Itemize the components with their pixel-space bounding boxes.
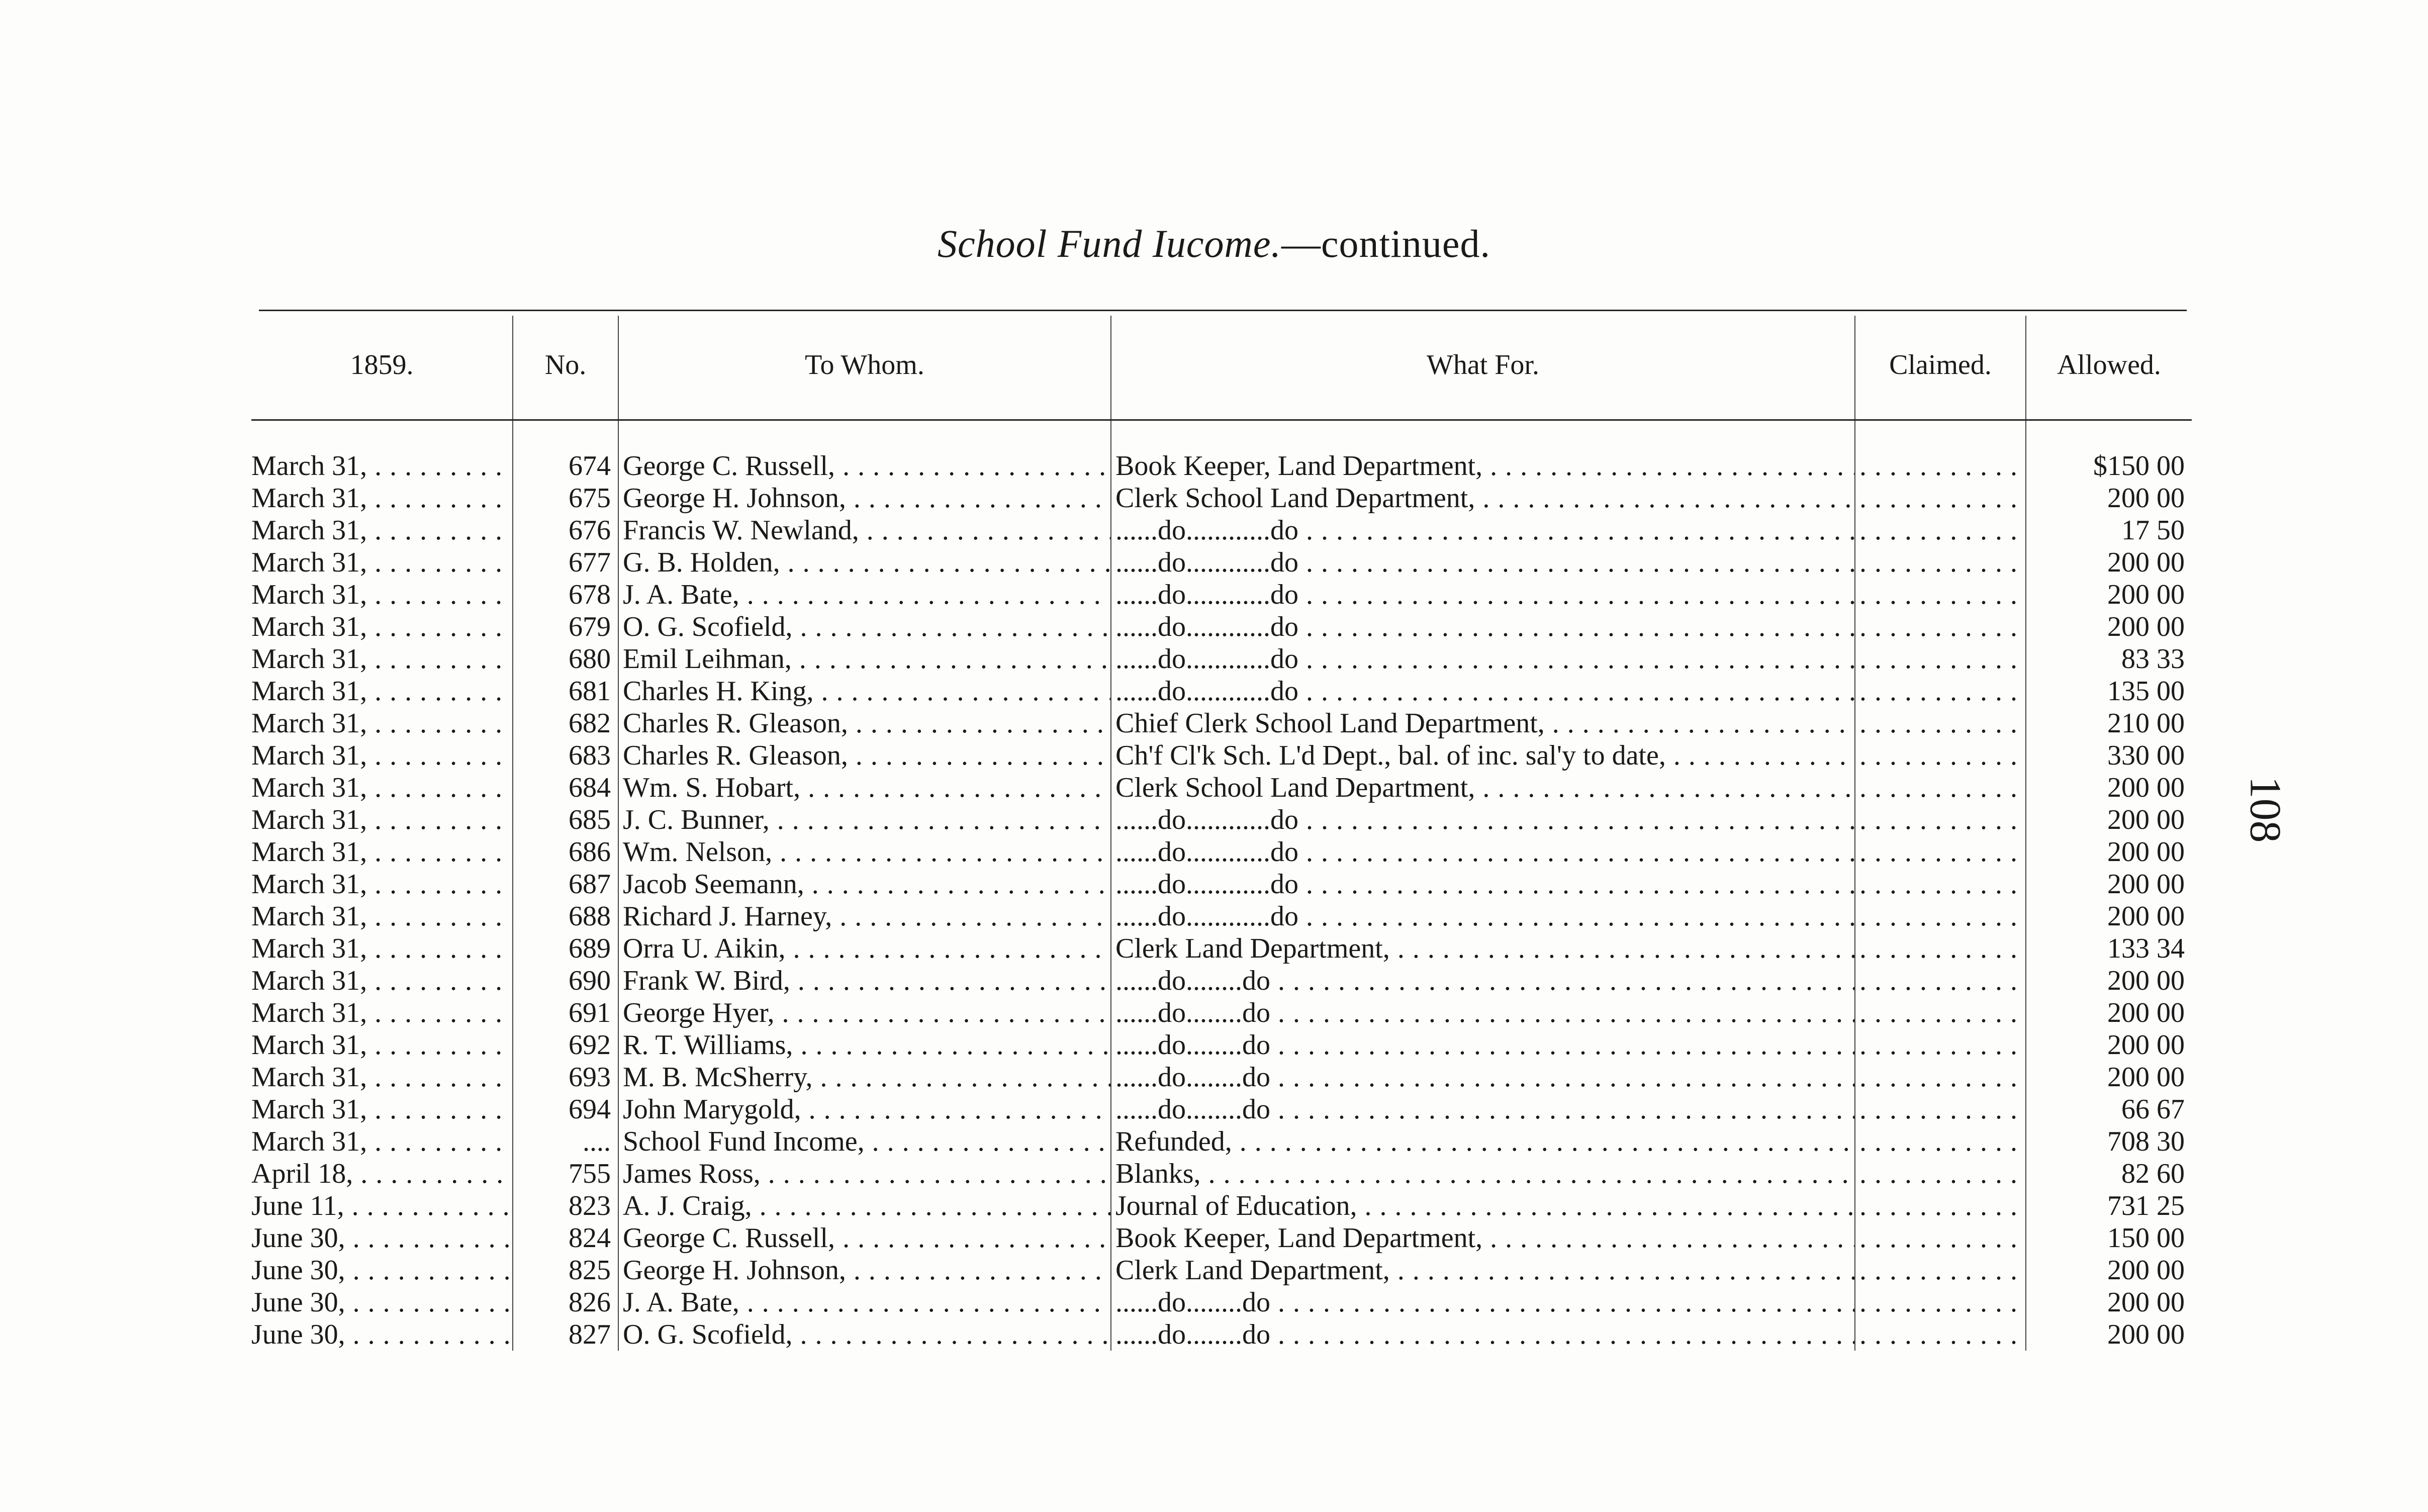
row-payee: James Ross, . . .	[618, 1158, 1111, 1190]
row-purpose: ......do............do . . .	[1111, 868, 1855, 900]
page-title	[0, 221, 2428, 266]
row-date: March 31, . . .	[251, 868, 513, 900]
table-row	[251, 1125, 2192, 1158]
row-purpose: ......do............do . . .	[1111, 643, 1855, 675]
row-payee: O. G. Scofield, . . .	[618, 1318, 1111, 1351]
row-purpose: ......do........do . . .	[1111, 997, 1855, 1029]
row-allowed: 200 00	[2026, 579, 2192, 611]
row-number: 676	[513, 514, 618, 546]
row-payee: Frank W. Bird, . . .	[618, 965, 1111, 997]
row-purpose: ......do........do . . .	[1111, 1286, 1855, 1318]
row-payee: George H. Johnson, . . .	[618, 482, 1111, 514]
row-payee: J. C. Bunner, . . .	[618, 804, 1111, 836]
table-row	[251, 546, 2192, 579]
table-row	[251, 611, 2192, 643]
row-date: March 31, . . .	[251, 900, 513, 932]
table-row	[251, 1029, 2192, 1061]
row-date: June 30, . . .	[251, 1254, 513, 1286]
row-date: March 31, . . .	[251, 932, 513, 965]
row-allowed: 200 00	[2026, 1029, 2192, 1061]
row-payee: Wm. S. Hobart, . . .	[618, 772, 1111, 804]
row-allowed: 133 34	[2026, 932, 2192, 965]
row-payee: A. J. Craig, . . .	[618, 1190, 1111, 1222]
row-claimed	[1855, 804, 2026, 836]
row-date: June 30, . . .	[251, 1286, 513, 1318]
row-payee: J. A. Bate, . . .	[618, 1286, 1111, 1318]
top-rule	[259, 310, 2187, 311]
row-claimed	[1855, 675, 2026, 707]
row-allowed: 330 00	[2026, 739, 2192, 772]
row-number: 825	[513, 1254, 618, 1286]
row-payee: Charles R. Gleason, . . .	[618, 707, 1111, 739]
row-purpose: ......do........do . . .	[1111, 965, 1855, 997]
table-row	[251, 420, 2192, 483]
row-date: June 30, . . .	[251, 1318, 513, 1351]
row-number: ....	[513, 1125, 618, 1158]
row-claimed	[1855, 739, 2026, 772]
table-row	[251, 1158, 2192, 1190]
table-row	[251, 965, 2192, 997]
row-purpose: Clerk School Land Department, . . .	[1111, 772, 1855, 804]
row-date: March 31, . . .	[251, 643, 513, 675]
table-row	[251, 643, 2192, 675]
row-purpose: ......do............do . . .	[1111, 900, 1855, 932]
table-row	[251, 707, 2192, 739]
page-number: 108	[2240, 776, 2290, 843]
header-row	[251, 316, 2192, 420]
row-claimed	[1855, 772, 2026, 804]
row-purpose: Ch'f Cl'k Sch. L'd Dept., bal. of inc. sal'y to date, . . .	[1111, 739, 1855, 772]
row-payee: O. G. Scofield, . . .	[618, 611, 1111, 643]
row-number: 826	[513, 1286, 618, 1318]
row-date: March 31, . . .	[251, 707, 513, 739]
row-payee: G. B. Holden, . . .	[618, 546, 1111, 579]
title-suffix: —continued.	[1281, 222, 1491, 265]
row-number: 680	[513, 643, 618, 675]
row-purpose: ......do........do . . .	[1111, 1318, 1855, 1351]
row-claimed	[1855, 900, 2026, 932]
row-payee: George Hyer, . . .	[618, 997, 1111, 1029]
row-number: 684	[513, 772, 618, 804]
row-payee: Francis W. Newland, . . .	[618, 514, 1111, 546]
row-payee: Emil Leihman, . . .	[618, 643, 1111, 675]
table-row	[251, 1190, 2192, 1222]
row-payee: Wm. Nelson, . . .	[618, 836, 1111, 868]
row-date: March 31, . . .	[251, 514, 513, 546]
row-claimed	[1855, 579, 2026, 611]
row-date: March 31, . . .	[251, 579, 513, 611]
row-claimed	[1855, 482, 2026, 514]
row-allowed: 200 00	[2026, 772, 2192, 804]
row-purpose: Clerk Land Department, . . .	[1111, 932, 1855, 965]
ledger-body	[251, 420, 2192, 1351]
row-number: 694	[513, 1093, 618, 1125]
row-purpose: ......do............do . . .	[1111, 514, 1855, 546]
row-number: 827	[513, 1318, 618, 1351]
row-claimed	[1855, 1190, 2026, 1222]
row-purpose: ......do............do . . .	[1111, 611, 1855, 643]
row-allowed: 200 00	[2026, 804, 2192, 836]
row-number: 674	[513, 420, 618, 483]
row-date: March 31, . . .	[251, 1093, 513, 1125]
row-number: 824	[513, 1222, 618, 1254]
row-allowed: 708 30	[2026, 1125, 2192, 1158]
table-row	[251, 868, 2192, 900]
row-date: March 31, . . .	[251, 997, 513, 1029]
row-allowed: 82 60	[2026, 1158, 2192, 1190]
col-header-claimed: Claimed.	[1855, 316, 2026, 420]
row-claimed	[1855, 1318, 2026, 1351]
row-claimed	[1855, 420, 2026, 483]
row-number: 683	[513, 739, 618, 772]
table-row	[251, 1318, 2192, 1351]
row-allowed: 200 00	[2026, 836, 2192, 868]
row-number: 823	[513, 1190, 618, 1222]
row-payee: John Marygold, . . .	[618, 1093, 1111, 1125]
row-claimed	[1855, 932, 2026, 965]
row-allowed: 200 00	[2026, 868, 2192, 900]
row-allowed: 200 00	[2026, 1318, 2192, 1351]
row-purpose: ......do........do . . .	[1111, 1093, 1855, 1125]
row-claimed	[1855, 514, 2026, 546]
row-purpose: Book Keeper, Land Department, . . .	[1111, 1222, 1855, 1254]
table-row	[251, 579, 2192, 611]
table-row	[251, 997, 2192, 1029]
row-number: 688	[513, 900, 618, 932]
row-purpose: ......do........do . . .	[1111, 1061, 1855, 1093]
row-allowed: 200 00	[2026, 1061, 2192, 1093]
row-allowed: 200 00	[2026, 1286, 2192, 1318]
row-date: June 11, . . .	[251, 1190, 513, 1222]
row-purpose: ......do............do . . .	[1111, 546, 1855, 579]
row-payee: J. A. Bate, . . .	[618, 579, 1111, 611]
row-claimed	[1855, 1286, 2026, 1318]
row-allowed: 731 25	[2026, 1190, 2192, 1222]
row-purpose: ......do............do . . .	[1111, 804, 1855, 836]
col-header-what-for: What For.	[1111, 316, 1855, 420]
table-row	[251, 675, 2192, 707]
row-payee: Jacob Seemann, . . .	[618, 868, 1111, 900]
row-purpose: Book Keeper, Land Department, . . .	[1111, 420, 1855, 483]
table-row	[251, 1222, 2192, 1254]
row-allowed: $150 00	[2026, 420, 2192, 483]
ledger-table	[251, 316, 2192, 1351]
row-number: 678	[513, 579, 618, 611]
row-claimed	[1855, 836, 2026, 868]
row-number: 690	[513, 965, 618, 997]
row-claimed	[1855, 1125, 2026, 1158]
row-allowed: 200 00	[2026, 900, 2192, 932]
table-row	[251, 1254, 2192, 1286]
table-row	[251, 804, 2192, 836]
row-payee: George C. Russell, . . .	[618, 1222, 1111, 1254]
row-number: 685	[513, 804, 618, 836]
row-claimed	[1855, 1061, 2026, 1093]
row-number: 677	[513, 546, 618, 579]
col-header-year: 1859.	[251, 316, 513, 420]
table-row	[251, 900, 2192, 932]
row-number: 692	[513, 1029, 618, 1061]
row-claimed	[1855, 707, 2026, 739]
row-number: 679	[513, 611, 618, 643]
row-allowed: 200 00	[2026, 965, 2192, 997]
row-number: 689	[513, 932, 618, 965]
row-number: 681	[513, 675, 618, 707]
row-purpose: Clerk Land Department, . . .	[1111, 1254, 1855, 1286]
col-header-allowed: Allowed.	[2026, 316, 2192, 420]
row-number: 687	[513, 868, 618, 900]
col-header-no: No.	[513, 316, 618, 420]
row-date: March 31, . . .	[251, 546, 513, 579]
row-date: June 30, . . .	[251, 1222, 513, 1254]
row-claimed	[1855, 643, 2026, 675]
row-date: March 31, . . .	[251, 482, 513, 514]
row-payee: Charles R. Gleason, . . .	[618, 739, 1111, 772]
row-date: March 31, . . .	[251, 836, 513, 868]
row-allowed: 200 00	[2026, 611, 2192, 643]
row-claimed	[1855, 1222, 2026, 1254]
row-date: March 31, . . .	[251, 611, 513, 643]
row-purpose: ......do............do . . .	[1111, 579, 1855, 611]
title-main: School Fund Iucome.	[937, 222, 1281, 265]
row-allowed: 200 00	[2026, 546, 2192, 579]
row-payee: Richard J. Harney, . . .	[618, 900, 1111, 932]
row-allowed: 200 00	[2026, 1254, 2192, 1286]
row-payee: George C. Russell, . . .	[618, 420, 1111, 483]
row-number: 675	[513, 482, 618, 514]
row-payee: George H. Johnson, . . .	[618, 1254, 1111, 1286]
row-payee: Charles H. King, . . .	[618, 675, 1111, 707]
row-allowed: 66 67	[2026, 1093, 2192, 1125]
row-date: March 31, . . .	[251, 1061, 513, 1093]
row-claimed	[1855, 611, 2026, 643]
row-claimed	[1855, 546, 2026, 579]
row-claimed	[1855, 868, 2026, 900]
table-row	[251, 514, 2192, 546]
row-date: March 31, . . .	[251, 420, 513, 483]
row-number: 686	[513, 836, 618, 868]
row-allowed: 210 00	[2026, 707, 2192, 739]
row-claimed	[1855, 1093, 2026, 1125]
row-allowed: 135 00	[2026, 675, 2192, 707]
table-row	[251, 772, 2192, 804]
row-payee: R. T. Williams, . . .	[618, 1029, 1111, 1061]
row-purpose: Refunded, . . .	[1111, 1125, 1855, 1158]
row-date: March 31, . . .	[251, 965, 513, 997]
row-date: March 31, . . .	[251, 1125, 513, 1158]
row-purpose: ......do............do . . .	[1111, 675, 1855, 707]
table-row	[251, 1286, 2192, 1318]
row-payee: School Fund Income, . . .	[618, 1125, 1111, 1158]
row-purpose: Blanks, . . .	[1111, 1158, 1855, 1190]
row-allowed: 83 33	[2026, 643, 2192, 675]
row-number: 755	[513, 1158, 618, 1190]
table-row	[251, 932, 2192, 965]
row-allowed: 200 00	[2026, 482, 2192, 514]
row-payee: M. B. McSherry, . . .	[618, 1061, 1111, 1093]
row-payee: Orra U. Aikin, . . .	[618, 932, 1111, 965]
row-allowed: 200 00	[2026, 997, 2192, 1029]
row-purpose: Journal of Education, . . .	[1111, 1190, 1855, 1222]
col-header-to-whom: To Whom.	[618, 316, 1111, 420]
row-allowed: 150 00	[2026, 1222, 2192, 1254]
row-date: March 31, . . .	[251, 772, 513, 804]
row-purpose: Clerk School Land Department, . . .	[1111, 482, 1855, 514]
table-row	[251, 739, 2192, 772]
row-purpose: ......do............do . . .	[1111, 836, 1855, 868]
row-claimed	[1855, 997, 2026, 1029]
row-claimed	[1855, 1158, 2026, 1190]
row-purpose: Chief Clerk School Land Department, . . .	[1111, 707, 1855, 739]
row-purpose: ......do........do . . .	[1111, 1029, 1855, 1061]
row-date: March 31, . . .	[251, 675, 513, 707]
table-row	[251, 482, 2192, 514]
row-allowed: 17 50	[2026, 514, 2192, 546]
row-claimed	[1855, 1254, 2026, 1286]
table-row	[251, 836, 2192, 868]
row-number: 693	[513, 1061, 618, 1093]
row-date: April 18, . . .	[251, 1158, 513, 1190]
row-date: March 31, . . .	[251, 739, 513, 772]
row-number: 682	[513, 707, 618, 739]
row-date: March 31, . . .	[251, 1029, 513, 1061]
row-number: 691	[513, 997, 618, 1029]
row-date: March 31, . . .	[251, 804, 513, 836]
table-row	[251, 1061, 2192, 1093]
row-claimed	[1855, 965, 2026, 997]
row-claimed	[1855, 1029, 2026, 1061]
table-row	[251, 1093, 2192, 1125]
